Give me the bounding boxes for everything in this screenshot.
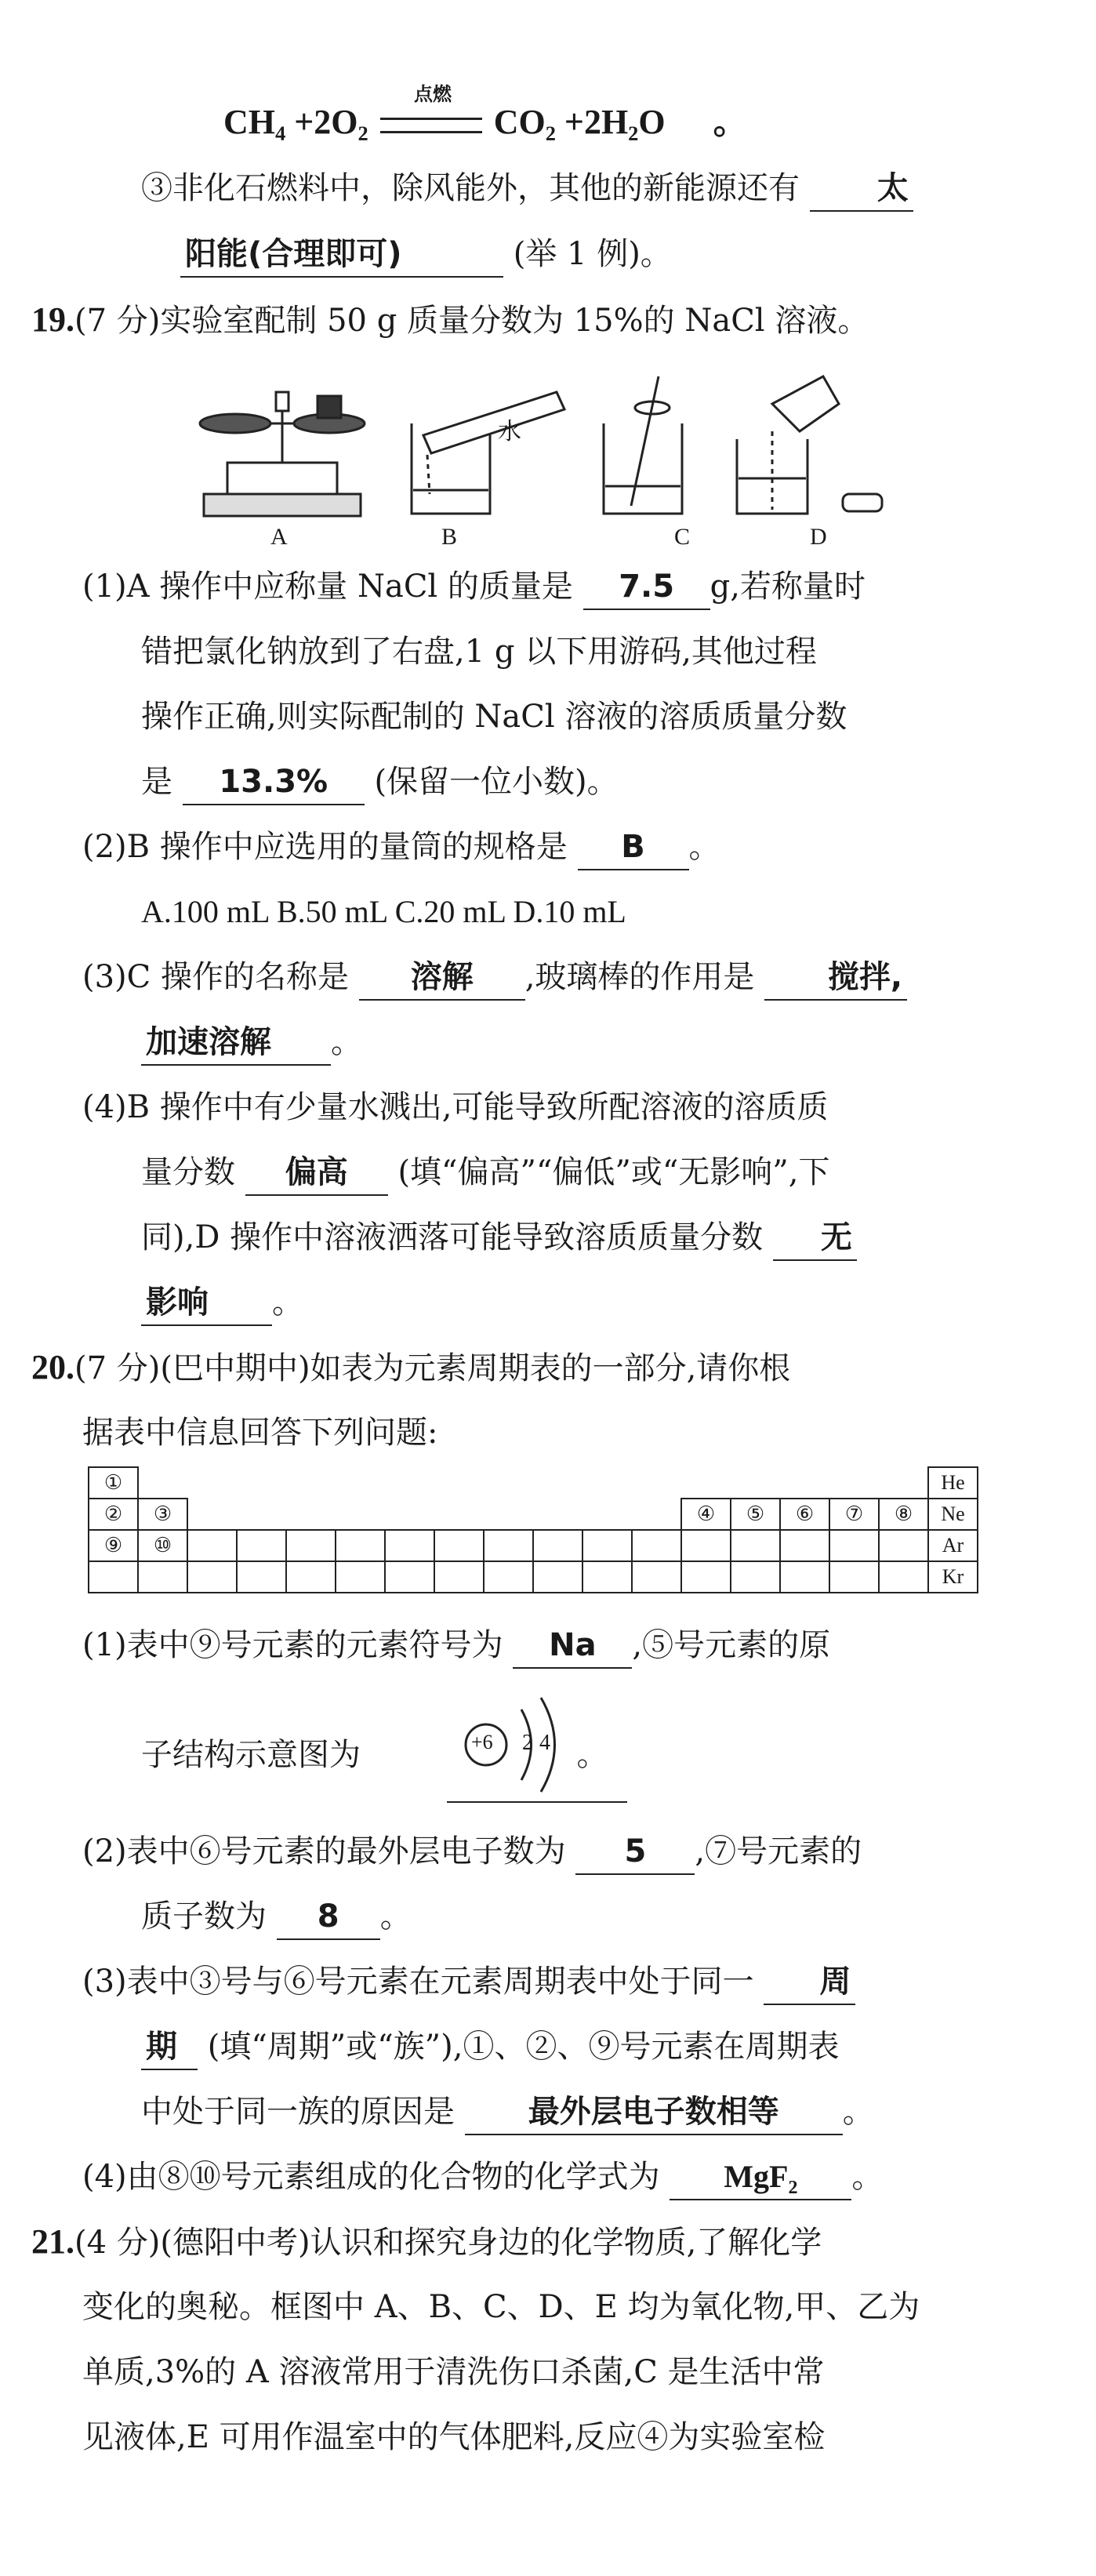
q19-number: 19.: [31, 300, 74, 339]
q20-answer-symbol: Na: [513, 1623, 632, 1669]
figure-label-a: A: [270, 524, 288, 550]
q19-p4-l2-suffix: (填“偏高”“偏低”或“无影响”,下: [397, 1154, 830, 1190]
q20-p2-prefix: (2)表中⑥号元素的最外层电子数为: [82, 1833, 566, 1869]
q19-p1-line3: 操作正确,则实际配制的 NaCl 溶液的溶质质量分数: [141, 699, 847, 735]
q19-p4-l3-prefix: 同),D 操作中溶液洒落可能导致溶质质量分数: [141, 1219, 764, 1255]
q21-line4: 见液体,E 可用作温室中的气体肥料,反应④为实验室检: [82, 2419, 826, 2455]
q19-p3-line1: [82, 955, 907, 1001]
figure-label-b: B: [441, 524, 458, 550]
element-cell-he: He: [928, 1467, 978, 1499]
q18-part3-line2: [180, 232, 672, 278]
periodic-table: [88, 1466, 978, 1593]
chemical-equation: [223, 100, 748, 144]
q20-p1-line1: [82, 1623, 830, 1669]
q20-number: 20.: [31, 1348, 74, 1386]
q20-p1-l2-prefix: 子结构示意图为: [141, 1737, 361, 1773]
q20-p3-prefix: (3)表中③号与⑥号元素在元素周期表中处于同一: [82, 1964, 754, 2000]
figure-label-c: C: [674, 524, 691, 550]
reaction-condition: 点燃: [414, 83, 452, 105]
q19-p3-mid: ,玻璃棒的作用是: [524, 959, 755, 995]
periodic-row-2: [89, 1499, 978, 1530]
periodic-row-3: [89, 1530, 978, 1561]
q20-header-line1: [31, 1346, 790, 1390]
q19-p1-suffix: g,若称量时: [709, 569, 866, 605]
q21-line2: 变化的奥秘。框图中 A、B、C、D、E 均为氧化物,甲、乙为: [82, 2289, 920, 2325]
q19-answer-operation: 溶解: [359, 955, 525, 1001]
q18-part3-prefix: ③非化石燃料中，除风能外，其他的新能源还有: [141, 170, 800, 206]
shell-1-electrons: 2: [522, 1731, 533, 1755]
q19-p3-prefix: (3)C 操作的名称是: [82, 959, 349, 995]
q18-answer-part-a: 太: [810, 166, 913, 212]
q20-answer-period-b: 期: [141, 2025, 198, 2070]
nucleus-charge: +6: [471, 1731, 493, 1753]
q21-text-1: (4 分)(德阳中考)认识和探究身边的化学物质,了解化学: [74, 2225, 822, 2261]
q20-header-text: (7 分)(巴中期中)如表为元素周期表的一部分,请你根: [74, 1350, 791, 1386]
q18-answer-part-b: 阳能(合理即可): [180, 232, 503, 278]
q19-p2-prefix: (2)B 操作中应选用的量筒的规格是: [82, 829, 568, 865]
q20-answer-formula: MgF₂: [670, 2155, 851, 2200]
figure-label-d: D: [810, 524, 827, 550]
q20-p1-l2-suffix: 。: [576, 1737, 608, 1773]
q19-p3-suffix: 。: [331, 1024, 362, 1060]
balance-icon: [200, 392, 365, 516]
q19-answer-spill-d-a: 无: [773, 1215, 857, 1261]
q19-answer-cylinder: B: [578, 825, 689, 870]
q19-answer-rod-a: 搅拌,: [764, 955, 907, 1001]
q19-answer-spill-d-b: 影响: [141, 1281, 272, 1326]
q19-answer-rod-b: 加速溶解: [141, 1020, 331, 1066]
q20-p3-l2-suffix: (填“周期”或“族”),①、②、⑨号元素在周期表: [207, 2029, 840, 2065]
q19-header-text: (7 分)实验室配制 50 g 质量分数为 15%的 NaCl 溶液。: [74, 303, 869, 339]
q20-p1-suffix: ,⑤号元素的原: [632, 1627, 831, 1663]
q19-p4-line3: [141, 1215, 857, 1261]
q20-header-line2: 据表中信息回答下列问题:: [82, 1415, 438, 1451]
element-cell-3: ③: [138, 1499, 187, 1530]
equation-tail: 。: [713, 103, 748, 141]
q20-p2-line1: [82, 1829, 862, 1875]
q20-p3-line2: [141, 2025, 839, 2070]
q20-answer-protons: 8: [277, 1895, 380, 1940]
q19-header: [31, 298, 869, 343]
q19-answer-fraction: 13.3%: [183, 760, 365, 805]
q19-p4-line2: [141, 1150, 829, 1196]
q20-p2-line2: [141, 1895, 412, 1940]
q20-p4-prefix: (4)由⑧⑩号元素组成的化合物的化学式为: [82, 2159, 660, 2195]
q21-line1: [31, 2220, 822, 2265]
q20-p2-l2-suffix: 。: [379, 1898, 412, 1935]
q20-p4-line1: [82, 2155, 883, 2200]
q19-p2-line1: [82, 825, 720, 870]
q19-p4-line4: [141, 1281, 303, 1326]
q20-p2-mid: ,⑦号元素的: [695, 1833, 862, 1869]
equation-left: CH₄ +2O₂: [223, 103, 368, 141]
periodic-row-1: [89, 1467, 978, 1499]
q21-number: 21.: [31, 2222, 74, 2261]
q20-p3-l3-prefix: 中处于同一族的原因是: [141, 2094, 455, 2130]
shell-2-electrons: 4: [539, 1731, 550, 1755]
element-cell-6: ⑥: [780, 1499, 829, 1530]
element-cell-10: ⑩: [138, 1530, 187, 1561]
q18-part3-line1: [141, 166, 913, 212]
element-cell-5: ⑤: [731, 1499, 780, 1530]
q20-answer-electrons: 5: [575, 1829, 695, 1875]
element-cell-2: ②: [89, 1499, 138, 1530]
q19-p4-l4-suffix: 。: [272, 1284, 303, 1321]
q19-p1-line4: [141, 760, 619, 805]
periodic-row-4: [89, 1561, 978, 1593]
lab-operations-figure: [188, 361, 956, 549]
q20-answer-group-reason: 最外层电子数相等: [465, 2090, 843, 2135]
q19-p2-suffix: 。: [688, 829, 720, 865]
dissolving-stir-icon: [604, 376, 682, 514]
element-cell-8: ⑧: [879, 1499, 928, 1530]
q19-p1-line1: [82, 565, 866, 610]
q20-p4-suffix: 。: [851, 2159, 884, 2195]
q20-p3-line3: [141, 2090, 874, 2135]
element-cell-1: ①: [89, 1467, 138, 1499]
element-cell-4: ④: [681, 1499, 731, 1530]
q19-p3-line2: [141, 1020, 362, 1066]
element-cell-kr: Kr: [928, 1561, 978, 1593]
q20-p3-l3-suffix: 。: [842, 2094, 874, 2130]
equals-sign-icon: [380, 118, 482, 133]
q19-answer-mass: 7.5: [583, 565, 710, 610]
q20-p1-prefix: (1)表中⑨号元素的元素符号为: [82, 1627, 503, 1663]
q20-p3-line1: [82, 1960, 855, 2005]
q19-p1-l4-prefix: 是: [141, 764, 172, 800]
q18-part3-suffix: (举 1 例)。: [513, 236, 672, 272]
element-cell-7: ⑦: [829, 1499, 879, 1530]
q21-line3: 单质,3%的 A 溶液常用于清洗伤口杀菌,C 是生活中常: [82, 2354, 825, 2390]
q20-answer-period-a: 周: [764, 1960, 855, 2005]
q20-p2-l2-prefix: 质子数为: [141, 1898, 267, 1935]
pouring-water-icon: [412, 392, 564, 514]
q19-p1-l4-suffix: (保留一位小数)。: [374, 764, 619, 800]
q19-p1-prefix: (1)A 操作中应称量 NaCl 的质量是: [82, 569, 573, 605]
q19-p4-line1: (4)B 操作中有少量水溅出,可能导致所配溶液的溶质质: [82, 1089, 829, 1125]
element-cell-ne: Ne: [928, 1499, 978, 1530]
element-cell-ar: Ar: [928, 1530, 978, 1561]
q19-p1-line2: 错把氯化钠放到了右盘,1 g 以下用游码,其他过程: [141, 634, 817, 670]
q19-p2-options: A.100 mL B.50 mL C.20 mL D.10 mL: [141, 894, 626, 929]
transfer-solution-icon: [737, 376, 882, 514]
element-cell-9: ⑨: [89, 1530, 138, 1561]
water-label: 水: [498, 419, 521, 445]
q19-answer-spill-b: 偏高: [245, 1150, 388, 1196]
q19-p4-l2-prefix: 量分数: [141, 1154, 235, 1190]
equation-right: CO₂ +2H₂O: [493, 103, 666, 141]
